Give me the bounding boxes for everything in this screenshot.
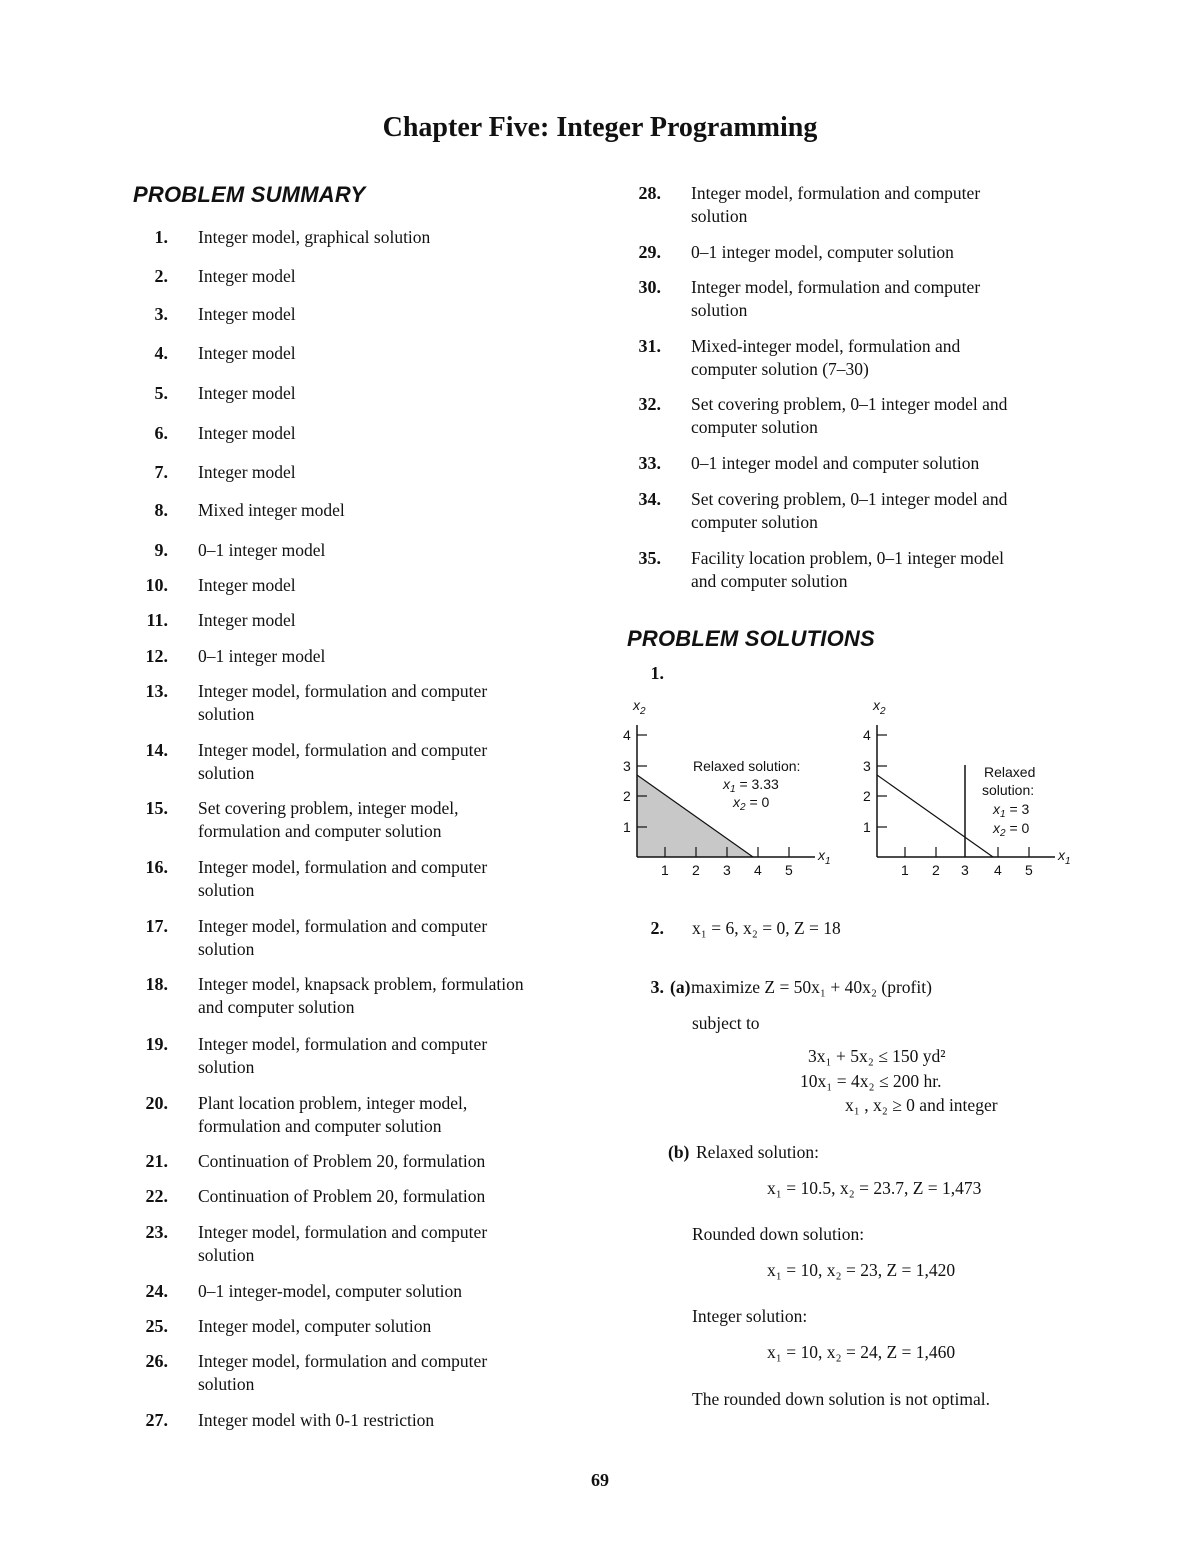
summary-item-number: 13.: [145, 681, 168, 701]
solution-3a-label: (a): [670, 977, 691, 997]
x-tick-label: 1: [661, 862, 669, 878]
summary-item-line: solution: [198, 1245, 255, 1265]
graph-relaxed-solution-left: [615, 695, 845, 885]
summary-item-description: [691, 241, 954, 264]
summary-item-line: 0–1 integer-model, computer solution: [198, 1281, 463, 1301]
summary-item-line: 0–1 integer model and computer solution: [691, 453, 980, 473]
summary-item-description: [691, 452, 979, 475]
summary-item-number: 8.: [154, 500, 168, 520]
relaxed-solution-heading: Relaxed solution:: [696, 1142, 819, 1162]
summary-item-description: [198, 609, 296, 632]
summary-item-line: solution: [198, 1057, 255, 1077]
summary-item-number: 32.: [638, 394, 661, 414]
constraint-line: [877, 775, 993, 857]
y-tick-label: 1: [863, 819, 871, 835]
summary-item-line: Integer model, formulation and computer: [198, 1034, 488, 1054]
summary-item-description: [691, 182, 980, 228]
summary-item-line: Facility location problem, 0–1 integer model: [691, 548, 1004, 568]
summary-item-description: [198, 1092, 467, 1138]
summary-item-line: Integer model, formulation and computer: [691, 183, 981, 203]
summary-item-description: [198, 1185, 485, 1208]
rounded-solution-heading: Rounded down solution:: [692, 1224, 865, 1244]
summary-item-line: Mixed-integer model, formulation and: [691, 336, 961, 356]
summary-item-number: 15.: [145, 798, 168, 818]
integer-solution-values: x₁ = 10, x₂ = 24, Z = 1,460: [767, 1342, 956, 1362]
summary-item-description: [198, 856, 487, 902]
summary-item-line: Integer model, formulation and computer: [198, 1222, 488, 1242]
summary-item-line: Integer model: [198, 575, 296, 595]
summary-item-description: [198, 422, 296, 445]
x-tick-label: 2: [932, 862, 940, 878]
summary-item-number: 34.: [638, 489, 661, 509]
summary-item-number: 25.: [145, 1316, 168, 1336]
x-tick-label: 5: [1025, 862, 1033, 878]
x-axis-label: $x_1$: [1058, 847, 1071, 867]
summary-item-description: [691, 276, 980, 322]
summary-item-line: Set covering problem, integer model,: [198, 798, 459, 818]
subject-to-label: subject to: [692, 1013, 760, 1033]
summary-item-number: 18.: [145, 974, 168, 994]
constraint-1: 3x₁ + 5x₂ ≤ 150 yd²: [808, 1046, 946, 1066]
summary-item-line: Mixed integer model: [198, 500, 345, 520]
page-number: 69: [591, 1470, 609, 1490]
summary-item-description: [198, 645, 325, 668]
conclusion-text: The rounded down solution is not optimal.: [692, 1389, 990, 1409]
summary-item-description: [198, 1409, 434, 1432]
summary-item-number: 16.: [145, 857, 168, 877]
summary-item-line: solution: [198, 1374, 255, 1394]
solution-2-text: x₁ = 6, x₂ = 0, Z = 18: [692, 918, 841, 938]
summary-item-line: solution: [198, 763, 255, 783]
summary-item-description: [198, 739, 487, 785]
summary-item-line: Integer model, formulation and computer: [198, 681, 488, 701]
summary-item-description: [691, 547, 1004, 593]
summary-item-line: Integer model: [198, 610, 296, 630]
summary-item-number: 27.: [145, 1410, 168, 1430]
summary-item-description: [691, 393, 1007, 439]
x-tick-label: 4: [754, 862, 762, 878]
summary-item-number: 3.: [154, 304, 168, 324]
summary-item-line: Integer model, formulation and computer: [198, 740, 488, 760]
summary-item-line: formulation and computer solution: [198, 821, 442, 841]
relaxed-solution-values: x₁ = 10.5, x₂ = 23.7, Z = 1,473: [767, 1178, 982, 1198]
summary-item-line: Integer model, formulation and computer: [198, 1351, 488, 1371]
integer-solution-heading: Integer solution:: [692, 1306, 808, 1326]
summary-item-line: Integer model: [198, 343, 296, 363]
summary-item-description: [198, 382, 296, 405]
summary-item-number: 14.: [145, 740, 168, 760]
summary-item-number: 20.: [145, 1093, 168, 1113]
y-tick-label: 2: [623, 788, 631, 804]
y-tick-label: 4: [623, 727, 631, 743]
summary-item-number: 5.: [154, 383, 168, 403]
summary-item-description: [198, 680, 487, 726]
summary-item-number: 10.: [145, 575, 168, 595]
summary-item-line: solution: [198, 704, 255, 724]
relaxed-label-line1: Relaxed: [984, 764, 1036, 780]
summary-item-description: [198, 1150, 485, 1173]
summary-item-description: [198, 574, 296, 597]
summary-item-line: Integer model: [198, 423, 296, 443]
summary-item-line: Plant location problem, integer model,: [198, 1093, 468, 1113]
x-tick-label: 3: [961, 862, 969, 878]
summary-item-line: Integer model, formulation and computer: [198, 916, 488, 936]
summary-item-description: [198, 1350, 487, 1396]
y-tick-label: 2: [863, 788, 871, 804]
summary-item-description: [198, 461, 296, 484]
summary-item-description: [198, 973, 524, 1019]
summary-item-line: Set covering problem, 0–1 integer model and: [691, 489, 1008, 509]
summary-item-line: Integer model, formulation and computer: [691, 277, 981, 297]
summary-item-description: [198, 1280, 462, 1303]
summary-item-line: solution: [198, 939, 255, 959]
rounded-solution-values: x₁ = 10, x₂ = 23, Z = 1,420: [767, 1260, 956, 1280]
summary-item-description: [198, 797, 458, 843]
y-axis-label: $x_2$: [873, 697, 886, 717]
summary-item-description: [198, 1221, 487, 1267]
summary-item-number: 24.: [145, 1281, 168, 1301]
summary-item-number: 30.: [638, 277, 661, 297]
summary-item-line: 0–1 integer model: [198, 540, 326, 560]
summary-item-number: 7.: [154, 462, 168, 482]
summary-item-number: 2.: [154, 266, 168, 286]
chapter-title: Chapter Five: Integer Programming: [382, 112, 818, 143]
summary-item-line: computer solution: [691, 512, 818, 532]
summary-item-number: 21.: [145, 1151, 168, 1171]
summary-item-line: computer solution (7–30): [691, 359, 869, 379]
solution-2-number: 2.: [650, 918, 664, 938]
summary-item-description: [198, 1033, 487, 1079]
y-tick-label: 3: [863, 758, 871, 774]
summary-item-line: Integer model with 0-1 restriction: [198, 1410, 435, 1430]
summary-item-line: solution: [691, 206, 748, 226]
relaxed-label-line2: solution:: [982, 782, 1035, 798]
summary-item-number: 33.: [638, 453, 661, 473]
relaxed-x2-value: $x_2 = 0$: [733, 794, 770, 813]
relaxed-x2-value: $x_2 = 0$: [993, 820, 1030, 839]
summary-item-line: computer solution: [691, 417, 818, 437]
summary-item-line: Set covering problem, 0–1 integer model and: [691, 394, 1008, 414]
summary-item-line: Continuation of Problem 20, formulation: [198, 1151, 486, 1171]
constraint-2: 10x₁ = 4x₂ ≤ 200 hr.: [800, 1071, 942, 1091]
summary-item-number: 31.: [638, 336, 661, 356]
summary-item-line: and computer solution: [198, 997, 355, 1017]
summary-item-line: Integer model: [198, 266, 296, 286]
summary-item-line: Integer model: [198, 383, 296, 403]
summary-item-number: 9.: [154, 540, 168, 560]
summary-item-line: solution: [691, 300, 748, 320]
relaxed-solution-label: Relaxed solution:: [693, 758, 801, 774]
solution-3-number: 3.: [650, 977, 664, 997]
summary-item-line: Integer model, graphical solution: [198, 227, 431, 247]
summary-item-number: 29.: [638, 242, 661, 262]
summary-item-number: 26.: [145, 1351, 168, 1371]
summary-item-number: 4.: [154, 343, 168, 363]
summary-item-line: Integer model: [198, 462, 296, 482]
summary-item-number: 19.: [145, 1034, 168, 1054]
problem-summary-heading: PROBLEM SUMMARY: [133, 182, 366, 207]
solution-1-number: 1.: [650, 663, 664, 683]
x-tick-label: 4: [994, 862, 1002, 878]
summary-item-line: Integer model, computer solution: [198, 1316, 432, 1336]
summary-item-line: and computer solution: [691, 571, 848, 591]
summary-item-line: formulation and computer solution: [198, 1116, 442, 1136]
graph-integer-solution-right: [855, 695, 1085, 885]
summary-item-number: 35.: [638, 548, 661, 568]
relaxed-x1-value: $x_1 = 3.33$: [723, 776, 779, 795]
summary-item-description: [198, 265, 296, 288]
summary-item-line: 0–1 integer model: [198, 646, 326, 666]
summary-item-description: [198, 303, 296, 326]
summary-item-description: [198, 226, 430, 249]
x-tick-label: 2: [692, 862, 700, 878]
summary-item-number: 28.: [638, 183, 661, 203]
y-tick-label: 3: [623, 758, 631, 774]
summary-item-description: [198, 1315, 431, 1338]
summary-item-description: [198, 342, 296, 365]
summary-item-number: 23.: [145, 1222, 168, 1242]
summary-item-line: Integer model, knapsack problem, formulation: [198, 974, 524, 994]
summary-item-number: 22.: [145, 1186, 168, 1206]
summary-item-line: Continuation of Problem 20, formulation: [198, 1186, 486, 1206]
summary-item-number: 6.: [154, 423, 168, 443]
summary-item-description: [198, 499, 345, 522]
y-axis-label: $x_2$: [633, 697, 646, 717]
problem-solutions-heading: PROBLEM SOLUTIONS: [627, 626, 875, 651]
summary-item-description: [691, 488, 1007, 534]
x-axis-label: $x_1$: [818, 847, 831, 867]
summary-item-description: [198, 539, 325, 562]
y-tick-label: 4: [863, 727, 871, 743]
summary-item-number: 11.: [146, 610, 168, 630]
summary-item-line: Integer model, formulation and computer: [198, 857, 488, 877]
x-tick-label: 1: [901, 862, 909, 878]
summary-item-line: 0–1 integer model, computer solution: [691, 242, 954, 262]
x-tick-label: 3: [723, 862, 731, 878]
solution-3a-objective: maximize Z = 50x₁ + 40x₂ (profit): [691, 977, 932, 997]
relaxed-x1-value: $x_1 = 3$: [993, 801, 1030, 820]
constraint-3: x₁ , x₂ ≥ 0 and integer: [845, 1095, 998, 1115]
summary-item-description: [691, 335, 960, 381]
summary-item-number: 17.: [145, 916, 168, 936]
summary-item-number: 12.: [145, 646, 168, 666]
summary-item-number: 1.: [154, 227, 168, 247]
y-tick-label: 1: [623, 819, 631, 835]
summary-item-description: [198, 915, 487, 961]
summary-item-line: solution: [198, 880, 255, 900]
summary-item-line: Integer model: [198, 304, 296, 324]
solution-3b-label: (b): [668, 1142, 690, 1162]
x-tick-label: 5: [785, 862, 793, 878]
